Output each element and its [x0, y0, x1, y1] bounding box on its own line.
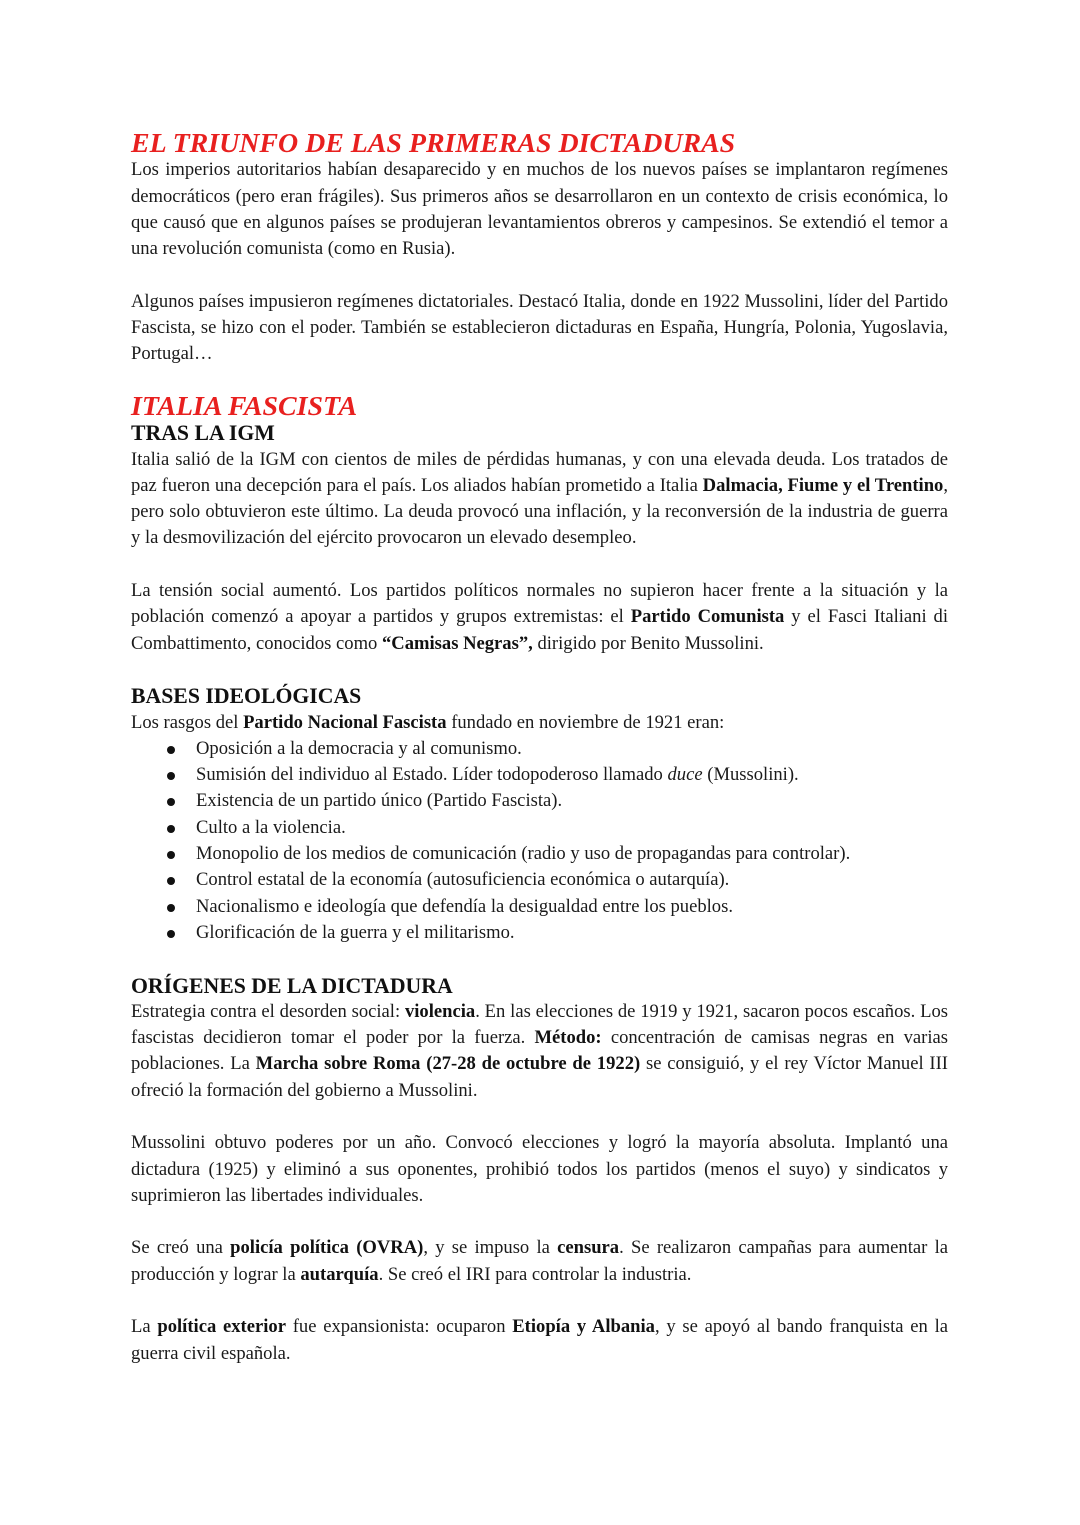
bold-text: Marcha sobre Roma (27-28 de octubre de 1922) — [255, 1053, 641, 1075]
bold-text: violencia — [404, 1000, 476, 1022]
bold-text: policía política (OVRA) — [230, 1237, 424, 1259]
list-item: Monopolio de los medios de comunicación (radio y uso de propagandas para controlar). — [196, 841, 948, 867]
bullet-list — [131, 736, 948, 946]
list-item: Glorificación de la guerra y el militarismo. — [196, 920, 948, 946]
bold-text: política exterior — [157, 1316, 286, 1338]
bold-text: Etiopía y Albania — [512, 1316, 655, 1338]
paragraph: Estrategia contra el desorden social: violencia. En las elecciones de 1919 y 1921, sacaron pocos escaños. Los fascistas decidieron tomar el poder por la fuerza. Método: concentración de camisas negras en varias poblaciones. La Marcha sobre Roma (27-28 de octubre de 1922) se consiguió, y el rey Víctor Manuel III ofreció la formación del gobierno a Mussolini. — [131, 1000, 948, 1101]
subheading-origenes-dictadura: ORÍGENES DE LA DICTADURA — [131, 973, 453, 998]
paragraph: Mussolini obtuvo poderes por un año. Convocó elecciones y logró la mayoría absoluta. Implantó una dictadura (1925) y eliminó a sus oponentes, prohibió todos los partidos (menos el suyo) y sindicatos y suprimieron las libertades individuales. — [131, 1132, 948, 1206]
list-item: Sumisión del individuo al Estado. Líder todopoderoso llamado duce (Mussolini). — [196, 762, 948, 788]
list-item: Culto a la violencia. — [196, 815, 948, 841]
subheading-tras-la-igm: TRAS LA IGM — [131, 421, 275, 446]
italic-text: duce — [667, 764, 703, 786]
section-title-primeras-dictaduras: EL TRIUNFO DE LAS PRIMERAS DICTADURAS — [131, 128, 736, 159]
list-item: Existencia de un partido único (Partido Fascista). — [196, 788, 948, 814]
subheading-bases-ideologicas: BASES IDEOLÓGICAS — [131, 684, 362, 709]
bold-text: Partido Nacional Fascista — [243, 711, 447, 733]
bold-text: Dalmacia, Fiume y el Trentino — [702, 474, 944, 496]
paragraph: Algunos países impusieron regímenes dictatoriales. Destacó Italia, donde en 1922 Mussolini, líder del Partido Fascista, se hizo con el poder. También se establecieron dictaduras en España, Hungría, Polonia, Yugoslavia, Portugal… — [131, 290, 948, 365]
document-page — [131, 128, 949, 1367]
section-title-italia-fascista: ITALIA FASCISTA — [131, 390, 358, 422]
list-item: Nacionalismo e ideología que defendía la desigualdad entre los pueblos. — [196, 894, 948, 920]
list-item: Oposición a la democracia y al comunismo. — [196, 736, 948, 762]
list-item: Control estatal de la economía (autosuficiencia económica o autarquía). — [196, 867, 948, 893]
paragraph: Los imperios autoritarios habían desaparecido y en muchos de los nuevos países se implantaron regímenes democráticos (pero eran frágiles). Sus primeros años se desarrollaron en un contexto de crisis económica, lo que causó que en algunos países se produjeran levantamientos obreros y campesinos. Se extendió el temor a una revolución comunista (como en Rusia). — [131, 159, 948, 260]
bold-text: censura — [557, 1237, 620, 1259]
paragraph: Italia salió de la IGM con cientos de miles de pérdidas humanas, y con una elevada deuda. Los tratados de paz fueron una decepción para el país. Los aliados habían prometido a Italia Dalmacia, Fiume y el Trentino, pero solo obtuvieron este último. La deuda provocó una inflación, y la reconversión de la industria de guerra y la desmovilización del ejército provocaron un elevado desempleo. — [131, 448, 948, 549]
bold-text: autarquía — [300, 1263, 379, 1285]
paragraph: Los rasgos del Partido Nacional Fascista fundado en noviembre de 1921 eran: — [131, 711, 725, 733]
paragraph: Se creó una policía política (OVRA), y se impuso la censura. Se realizaron campañas para aumentar la producción y lograr la autarquía. Se creó el IRI para controlar la industria. — [131, 1237, 948, 1285]
bold-text: “Camisas Negras”, — [381, 632, 533, 654]
bold-text: Partido Comunista — [630, 606, 785, 628]
paragraph: La política exterior fue expansionista: ocuparon Etiopía y Albania, y se apoyó al bando franquista en la guerra civil española. — [131, 1316, 948, 1364]
bold-text: Método: — [534, 1027, 602, 1049]
paragraph: La tensión social aumentó. Los partidos políticos normales no supieron hacer frente a la situación y la población comenzó a apoyar a partidos y grupos extremistas: el Partido Comunista y el Fasci Italiani di Combattimento, conocidos como “Camisas Negras”, dirigido por Benito Mussolini. — [131, 580, 949, 654]
